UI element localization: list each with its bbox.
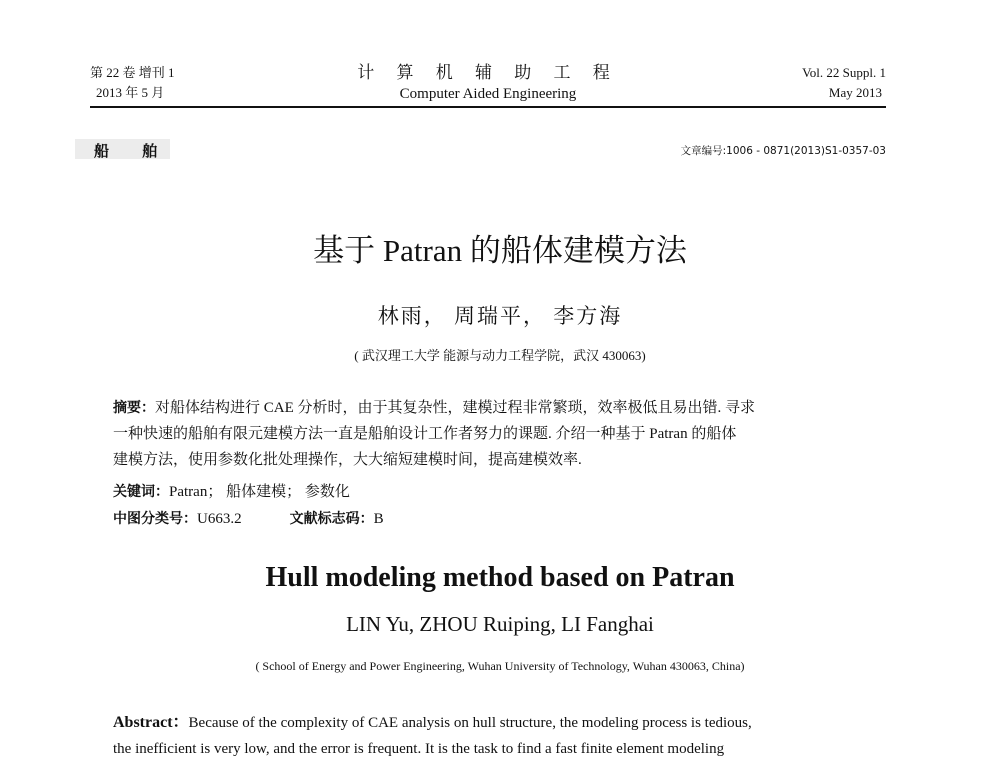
volume-issue-en: Vol. 22 Suppl. 1 (802, 65, 886, 80)
header-rule (90, 106, 886, 108)
keywords-cn-label: 关键词： (113, 484, 169, 500)
document-code-label: 文献标志码： (289, 511, 374, 527)
paper-title-en: Hull modeling method based on Patran (265, 562, 735, 593)
authors-cn: 林雨， 周瑞平， 李方海 (377, 304, 623, 328)
classification-value: U663.2 (197, 511, 242, 527)
abstract-en-line-1 (113, 710, 893, 736)
authors-en: LIN Yu, ZHOU Ruiping, LI Fanghai (346, 612, 654, 636)
affiliation-en: ( School of Energy and Power Engineering, Wuhan University of Technology, Wuhan 430063, China) (255, 659, 745, 673)
abstract-cn-text-1: 对船体结构进行 CAE 分析时，由于其复杂性，建模过程非常繁琐，效率极低且易出错. 寻求 (155, 400, 756, 416)
abstract-cn-line-1 (113, 395, 891, 421)
abstract-cn-line-2: 一种快速的船舶有限元建模方法一直是船舶设计工作者努力的课题. 介绍一种基于 Patran 的船体 (113, 426, 737, 442)
journal-name-cn: 计 算 机 辅 助 工 程 (357, 63, 619, 82)
abstract-cn-label: 摘要： (113, 400, 155, 416)
volume-info-en (802, 63, 886, 103)
abstract-en-text-1: Because of the complexity of CAE analysis on hull structure, the modeling process is tedious, (188, 715, 752, 731)
document-code-value: B (373, 511, 384, 527)
keywords-cn-text: Patran； 船体建模； 参数化 (169, 484, 350, 500)
publication-date-cn: 2013 年 5 月 (96, 85, 165, 100)
journal-header (90, 63, 886, 107)
affiliation-cn: ( 武汉理工大学 能源与动力工程学院，武汉 430063) (354, 348, 646, 363)
abstract-en-line-2: the inefficient is very low, and the error is frequent. It is the task to find a fast finite element modeling (113, 741, 725, 757)
journal-name-en: Computer Aided Engineering (399, 86, 577, 102)
keywords-cn (113, 480, 350, 501)
abstract-cn-line-3: 建模方法，使用参数化批处理操作，大大缩短建模时间，提高建模效率. (113, 452, 582, 468)
article-number: 文章编号:1006 - 0871(2013)S1-0357-03 (680, 145, 886, 157)
abstract-en-label: Abstract： (113, 714, 189, 731)
paper-title-cn: 基于 Patran 的船体建模方法 (313, 233, 687, 268)
publication-date-en: May 2013 (828, 85, 882, 100)
abstract-en (113, 710, 893, 762)
journal-name (90, 63, 886, 105)
volume-issue: 第 22 卷 增刊 1 (90, 65, 175, 80)
classification-label: 中图分类号： (113, 511, 197, 527)
section-label: 船 舶 (94, 142, 172, 160)
abstract-cn (113, 395, 891, 473)
classification-line (113, 508, 384, 528)
